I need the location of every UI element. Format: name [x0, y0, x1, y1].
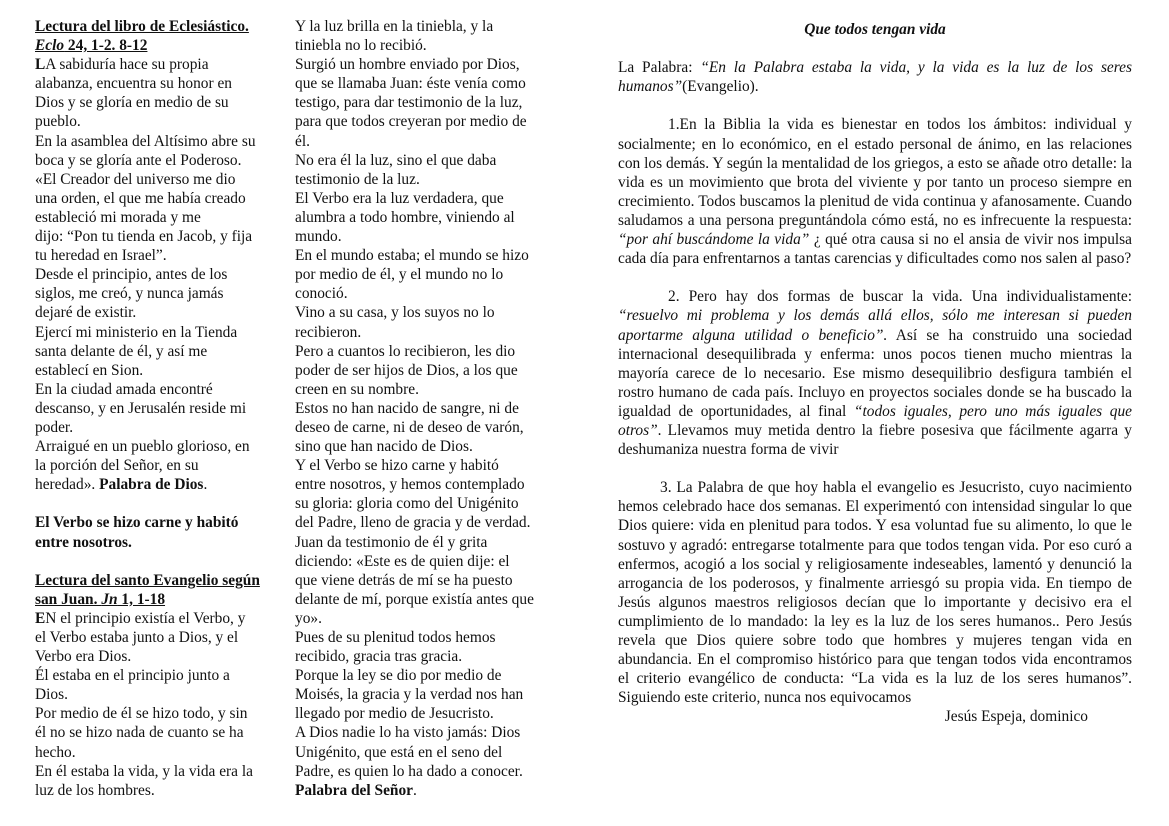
gospel-ref-1: san Juan.	[35, 590, 102, 608]
gospel-closing-end: .	[413, 781, 417, 799]
gospel-continued-line: Y el Verbo se hizo carne y habitó	[295, 457, 499, 475]
gospel-continued-line: recibido, gracia tras gracia.	[295, 648, 463, 666]
reading1-line: LA sabiduría hace su propia	[35, 56, 209, 74]
reading1-line: una orden, el que me había creado	[35, 189, 246, 207]
signature: Jesús Espeja, dominico	[944, 708, 1088, 726]
reading1-line: poder.	[35, 418, 74, 436]
intro-label: La Palabra:	[618, 59, 701, 77]
gospel-continued-line: conoció.	[295, 285, 348, 303]
reading1-line: siglos, me creó, y nunca jamás	[35, 285, 224, 303]
gospel-line: Él estaba en el principio junto a	[35, 667, 230, 685]
gospel-continued-line: Y la luz brilla en la tiniebla, y la	[295, 18, 494, 35]
gospel-continued-line: para que todos creyeran por medio de	[295, 113, 527, 131]
gospel-continued-line: Pues de su plenitud todos hemos	[295, 629, 496, 646]
gospel-continued-line: No era él la luz, sino el que daba	[295, 151, 497, 169]
commentary-intro	[618, 58, 1132, 96]
gospel-continued-line: testigo, para dar testimonio de la luz,	[295, 94, 523, 112]
acclamation-line: entre nosotros.	[35, 533, 132, 551]
reading1-line: tu heredad en Israel”.	[35, 247, 167, 265]
reading1-line: alabanza, encuentra su honor en	[35, 75, 232, 93]
gospel-line: él no se hizo nada de cuanto se ha	[35, 724, 244, 742]
commentary-paragraph-1	[618, 115, 1132, 268]
reading1-line: dejaré de existir.	[35, 304, 137, 322]
gospel-text	[35, 609, 277, 800]
gospel-closing-line	[295, 781, 557, 800]
gospel-continued-line: creen en su nombre.	[295, 380, 419, 398]
reading1-line: la porción del Señor, en su	[35, 457, 199, 475]
gospel-continued-line: delante de mí, porque existía antes que	[295, 590, 534, 608]
gospel-ref-rest: 1, 1-18	[117, 590, 166, 608]
p1-quote: “por ahí buscándome la vida”	[618, 231, 810, 249]
gospel-continued-line: tiniebla no lo recibió.	[295, 37, 427, 55]
column-readings-2	[295, 17, 557, 800]
reading1-line: estableció mi morada y me	[35, 208, 201, 226]
p1-text-a: 1.En la Biblia la vida es bienestar en todos los ámbitos: individual y socialmente; en lo económico, en el estado personal de ánimo, en las relaciones con los demás. Y según la mentalidad de los griegos, a esto se añade otro detalle: la vida es un movimiento que brota del viviente y por tanto un proceso siempre en crecimiento. Todos buscamos la plenitud de vida continua y afanosamente. Cuando saludamos a una persona preguntándola cómo está, no es infrecuente la respuesta:	[618, 116, 1132, 229]
gospel-continued-line: Moisés, la gracia y la verdad nos han	[295, 686, 524, 704]
reading1-last-text: heredad».	[35, 476, 100, 494]
reading1-ref-book: Eclo	[35, 37, 65, 55]
commentary-paragraph-2	[618, 287, 1132, 459]
reading1-line: descanso, y en Jerusalén reside mi	[35, 399, 247, 417]
p2-quote-2: “todos iguales, pero uno más iguales que otros”	[618, 402, 1132, 439]
gospel-continued-text	[295, 17, 557, 781]
gospel-title: Lectura del santo Evangelio según	[35, 571, 260, 589]
reading1-last-line	[35, 475, 277, 494]
column-readings-1	[35, 17, 277, 800]
gospel-continued-line: En el mundo estaba; el mundo se hizo	[295, 247, 529, 265]
gospel-continued-line: Vino a su casa, y los suyos no lo	[295, 304, 495, 322]
gospel-line: Por medio de él se hizo todo, y sin	[35, 705, 248, 723]
gospel-continued-line: sino que han nacido de Dios.	[295, 438, 473, 456]
gospel-continued-line: Padre, es quien lo ha dado a conocer.	[295, 762, 523, 780]
reading1-line: Desde el principio, antes de los	[35, 266, 228, 284]
gospel-line: Verbo era Dios.	[35, 648, 132, 666]
reading1-line: Ejercí mi ministerio en la Tienda	[35, 323, 238, 341]
commentary-title: Que todos tengan vida	[804, 21, 946, 38]
gospel-line: En él estaba la vida, y la vida era la	[35, 762, 253, 780]
reading1-line: pueblo.	[35, 113, 81, 131]
gospel-line: EN el principio existía el Verbo, y	[35, 609, 246, 627]
gospel-closing: Palabra del Señor	[295, 781, 413, 799]
reading1-line: dijo: “Pon tu tienda en Jacob, y fija	[35, 228, 253, 246]
gospel-continued-line: recibieron.	[295, 323, 362, 341]
gospel-line: hecho.	[35, 743, 76, 761]
gospel-continued-line: del Padre, lleno de gracia y de verdad.	[295, 514, 531, 532]
gospel-continued-line: poder de ser hijos de Dios, a los que	[295, 361, 518, 379]
gospel-continued-line: llegado por medio de Jesucristo.	[295, 705, 494, 723]
p2-text-a: 2. Pero hay dos formas de buscar la vida. Una individualistamente:	[668, 288, 1132, 306]
intro-quote: “En la Palabra estaba la vida, y la vida es la luz de los seres humanos”	[618, 59, 1132, 96]
gospel-continued-line: Surgió un hombre enviado por Dios,	[295, 56, 520, 74]
reading1-line: boca y se gloría ante el Poderoso.	[35, 151, 242, 169]
intro-source: (Evangelio).	[682, 78, 759, 96]
reading1-closing: Palabra de Dios	[99, 476, 204, 494]
gospel-line: el Verbo estaba junto a Dios, y el	[35, 629, 239, 646]
gospel-continued-line: Porque la ley se dio por medio de	[295, 667, 502, 685]
gospel-continued-line: Estos no han nacido de sangre, ni de	[295, 399, 519, 417]
gospel-continued-line: yo».	[295, 609, 322, 627]
commentary-paragraph-3: 3. La Palabra de que hoy habla el evangelio es Jesucristo, cuyo nacimiento hemos celebrado hace dos semanas. El experimentó con intensidad singular lo que Dios quiere: vida en plenitud para todos. Y esa voluntad fue su alimento, lo que le sostuvo y agradó: entregarse totalmente para que todos tengan vida. Por eso curó a enfermos, acogió a los social y religiosamente indeseables, lamentó y denunció la arrogancia de los poderosos, y finalmente arriesgó su propia vida. En tiempo de Jesús algunos maestros religiosos decían que lo importante y decisivo era el cumplimiento de lo mandado: la ley es la luz de los seres humanos.. Pero Jesús revela que Dios quiere sobre todo que hombres y mujeres tengan vida en abundancia. En el compromiso histórico para que tengan todos vida encontramos el criterio evangélico de conducta: “La vida es la luz de los seres humanos”. Siguiendo este criterio, nunca nos equivocamos	[618, 479, 1132, 707]
gospel-reference	[35, 590, 277, 609]
reading1-text	[35, 55, 277, 475]
reading1-line: Arraigué en un pueblo glorioso, en	[35, 438, 250, 456]
reading1-line: «El Creador del universo me dio	[35, 170, 236, 188]
acclamation	[35, 513, 277, 551]
reading1-line: En la ciudad amada encontré	[35, 380, 213, 398]
gospel-continued-line: A Dios nadie lo ha visto jamás: Dios	[295, 724, 521, 742]
gospel-continued-line: El Verbo era la luz verdadera, que	[295, 189, 504, 207]
p2-text-b: Así se ha construido una sociedad internacional desequilibrada y enferma: unos pocos tienen mucho mientras la mayoría carece de lo necesario. Ese mismo desequilibrio desfigura también el rostro humano de cada país. Incluyo en proyectos sociales donde se ha buscado la igualdad de oportunidades, al final	[618, 326, 1132, 420]
gospel-ref-book: Jn	[101, 590, 118, 608]
reading1-line: En la asamblea del Altísimo abre su	[35, 132, 256, 150]
gospel-continued-line: que viene detrás de mí se ha puesto	[295, 571, 513, 589]
gospel-line: luz de los hombres.	[35, 781, 155, 799]
gospel-continued-line: que se llamaba Juan: éste venía como	[295, 75, 526, 93]
p2-text-c: . Llevamos muy metida dentro la fiebre posesiva que fácilmente agarra y deshumaniza nuestra forma de vivir	[618, 421, 1132, 459]
gospel-continued-line: por medio de él, y el mundo no lo	[295, 266, 504, 284]
reading1-line: santa delante de él, y así me	[35, 342, 208, 360]
gospel-line: Dios.	[35, 686, 68, 704]
p2-quote-1: “resuelvo mi problema y los demás allá ellos, sólo me interesan si pueden aportarme alguna utilidad o beneficio”.	[618, 307, 1132, 344]
reading1-line: establecí en Sion.	[35, 361, 144, 379]
gospel-continued-line: deseo de carne, ni de deseo de varón,	[295, 418, 524, 436]
gospel-continued-line: él.	[295, 132, 310, 150]
gospel-continued-line: alumbra a todo hombre, viniendo al	[295, 208, 515, 226]
gospel-continued-line: testimonio de la luz.	[295, 170, 420, 188]
gospel-continued-line: mundo.	[295, 228, 342, 246]
column-commentary	[618, 20, 1132, 726]
reading1-end: .	[203, 476, 208, 494]
gospel-continued-line: entre nosotros, y hemos contemplado	[295, 476, 525, 494]
p1-text-b: ¿ qué otra causa si no el ansia de vivir nos impulsa cada día para enfrentarnos a tantas carencias y dificultades como nos salen al paso?	[618, 231, 1132, 268]
reading1-title: Lectura del libro de Eclesiástico.	[35, 18, 249, 35]
reading1-line: Dios y se gloría en medio de su	[35, 94, 229, 112]
reading1-ref-rest: 24, 1-2. 8-12	[64, 37, 148, 55]
gospel-continued-line: Juan da testimonio de él y grita	[295, 533, 488, 551]
gospel-continued-line: Unigénito, que está en el seno del	[295, 743, 503, 761]
acclamation-line: El Verbo se hizo carne y habitó	[35, 514, 239, 532]
gospel-continued-line: Pero a cuantos lo recibieron, les dio	[295, 342, 516, 360]
reading1-reference	[35, 36, 277, 55]
gospel-continued-line: su gloria: gloria como del Unigénito	[295, 495, 519, 513]
gospel-continued-line: diciendo: «Este es de quien dije: el	[295, 552, 510, 570]
